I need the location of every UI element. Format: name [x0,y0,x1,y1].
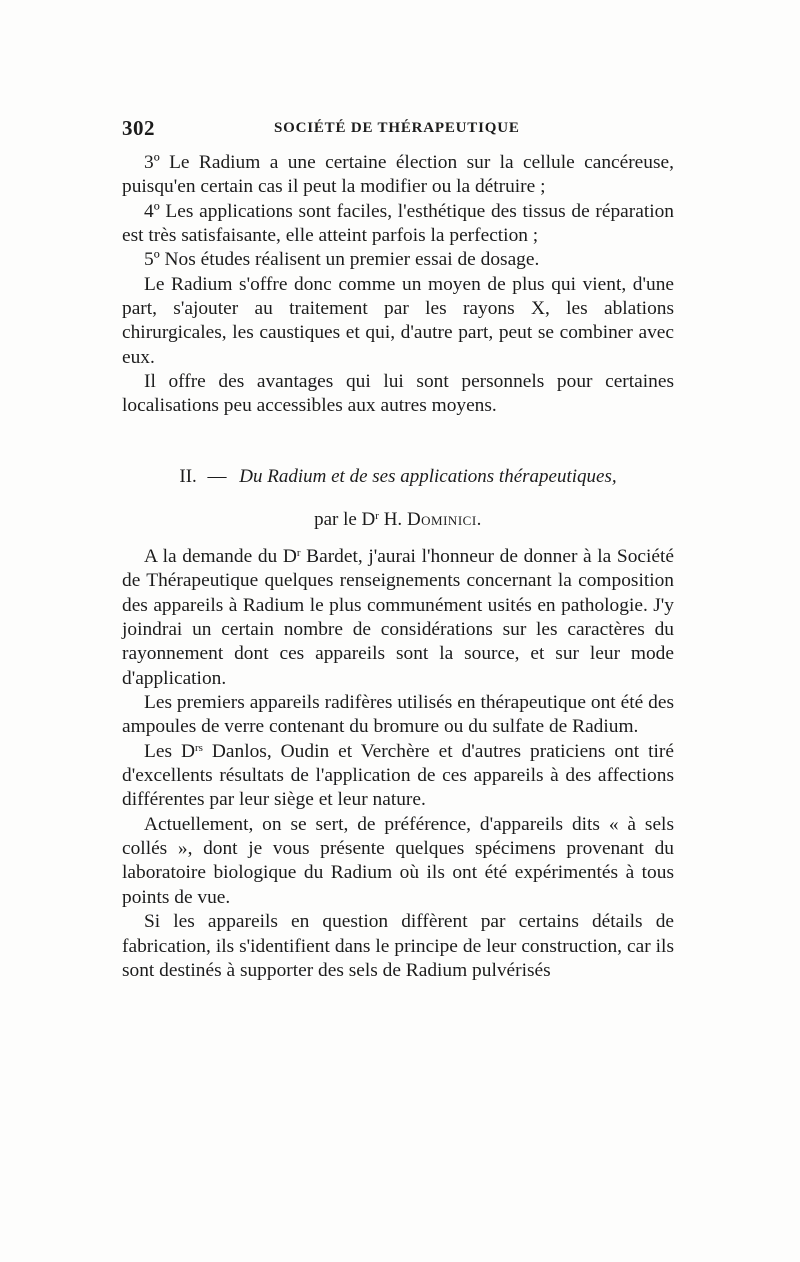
author-initial: H. [383,509,403,530]
body-paragraph [122,740,674,813]
body-paragraph: Il offre des avantages qui lui sont personnels pour certaines localisations peu accessibles aux autres moyens. [122,371,674,417]
superscript: rs [194,741,203,754]
running-head: SOCIÉTÉ DE THÉRAPEUTIQUE [274,120,520,136]
byline-superscript: r [375,510,379,522]
article-body [122,545,674,983]
paragraph-text: Bardet, j'aurai l'honneur de donner à la Société de Thérapeutique quelques renseignements concernant la composition des appareils à Radium le plus communément usités en pathologie. J'y joindrai un certain nombre de considérations sur les caractères du rayonnement dont ces appareils sont la source, et sur leur mode d'application. [122,546,674,689]
body-paragraph [122,545,674,691]
paragraph-text: Danlos, Oudin et Verchère et d'autres praticiens ont tiré d'excellents résultats de l'application de ces appareils à des affections différentes par leur siège et leur nature. [122,740,674,811]
author-surname: Dominici. [406,509,482,530]
section-number: II. [179,466,197,487]
paragraph-text: Les D [144,740,195,762]
body-paragraph: Actuellement, on se sert, de préférence, d'appareils dits « à sels collés », dont je vous présente quelques spécimens provenant du laboratoire biologique du Radium où ils ont été expérimentés à tous points de vue. [122,813,674,908]
author-byline [122,509,674,531]
page-header [122,116,677,140]
superscript: r [296,547,301,559]
body-paragraph: Le Radium s'offre donc comme un moyen de plus qui vient, d'une part, s'ajouter au traitement par les rayons X, les ablations chirurgicales, les caustiques et qui, d'autre part, peut se combiner avec eux. [122,273,674,368]
conclusion-point-5: 5º Nos études réalisent un premier essai de dosage. [144,249,540,271]
conclusion-point-3: 3º Le Radium a une certaine élection sur la cellule cancéreuse, puisqu'en certain cas il peut la modifier ou la détruire ; [122,152,674,198]
byline-prefix: par le D [314,509,376,530]
page-number: 302 [122,116,155,140]
conclusions-block [122,151,674,419]
conclusion-point-4: 4º Les applications sont faciles, l'esthétique des tissus de réparation est très satisfaisante, elle atteint parfois la perfection ; [122,200,674,247]
body-paragraph: Si les appareils en question diffèrent par certains détails de fabrication, ils s'identifient dans le principe de leur construction, car ils sont destinés à supporter des sels de Radium pulvérisés [122,911,674,981]
body-paragraph: Les premiers appareils radifères utilisés en thérapeutique ont été des ampoules de verre contenant du bromure ou du sulfate de Radium. [122,692,674,738]
section-title: Du Radium et de ses applications thérapeutiques, [239,466,617,487]
paragraph-text: A la demande du D [144,546,297,567]
section-heading [122,466,674,488]
section-dash: — [207,466,227,487]
